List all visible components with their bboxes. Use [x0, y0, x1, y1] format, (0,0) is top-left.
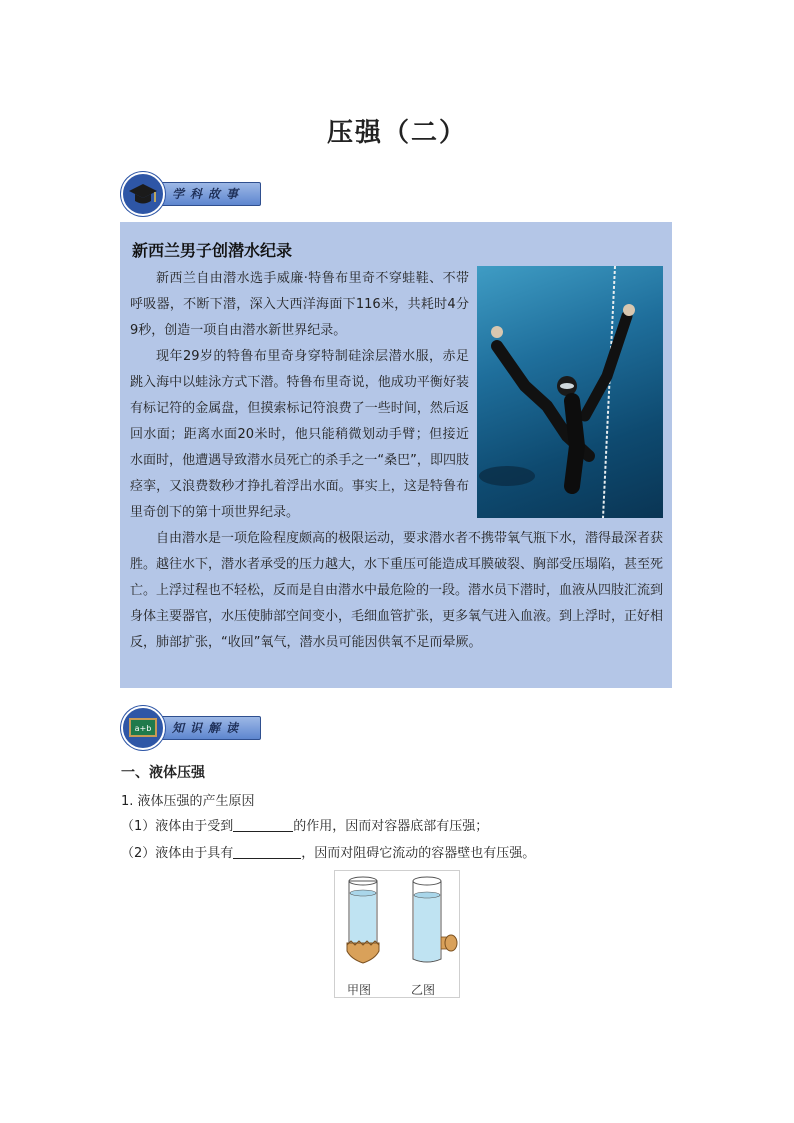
- tubes-figure: [334, 870, 460, 998]
- tubes-illustration: [335, 871, 459, 979]
- section-heading: 一、液体压强: [121, 765, 205, 781]
- caption-a: 甲图: [347, 983, 372, 997]
- story-banner-label: 学科故事: [172, 187, 245, 201]
- question-1: [121, 815, 488, 834]
- question-2-prefix: （2）液体由于具有: [121, 846, 234, 861]
- question-2: [121, 842, 535, 861]
- answer-blank-1[interactable]: [233, 817, 293, 832]
- graduation-cap-icon: [121, 172, 165, 216]
- story-title: 新西兰男子创潜水纪录: [132, 241, 293, 260]
- diver-illustration: [477, 266, 663, 518]
- question-1-suffix: 的作用，因而对容器底部有压强；: [293, 819, 489, 834]
- story-paragraph-1: 新西兰自由潜水选手威廉·特鲁布里奇不穿蛙鞋、不带呼吸器，不断下潜，深入大西洋海面下116米，共耗时4分9秒，创造一项自由潜水新世界纪录。: [130, 271, 469, 338]
- question-1-prefix: （1）液体由于受到: [121, 819, 234, 834]
- story-paragraph-3: 自由潜水是一项危险程度颇高的极限运动，要求潜水者不携带氧气瓶下水，潜得最深者获胜。越往水下，潜水者承受的压力越大，水下重压可能造成耳膜破裂、胸部受压塌陷，甚至死亡。上浮过程也不轻松，反而是自由潜水中最危险的一段。潜水员下潜时，血液从四肢汇流到身体主要器官，水压使肺部空间变小，毛细血管扩张，更多氧气进入血液。到上浮时，正好相反，肺部扩张，“收回”氧气，潜水员可能因供氧不足而晕厥。: [130, 531, 664, 650]
- answer-blank-2[interactable]: [233, 844, 301, 859]
- story-paragraph-2: 现年29岁的特鲁布里奇身穿特制硅涂层潜水服，赤足跳入海中以蛙泳方式下潜。特鲁布里奇说，他成功平衡好装有标记符的金属盘，但摸索标记符浪费了一些时间，然后返回水面；距离水面20米时，他只能稍微划动手臂；但接近水面时，他遭遇导致潜水员死亡的杀手之一“桑巴”，即四肢痉挛，又浪费数秒才挣扎着浮出水面。事实上，这是特鲁布里奇创下的第十项世界纪录。: [130, 349, 469, 520]
- caption-b: 乙图: [411, 983, 436, 997]
- knowledge-banner-label: 知识解读: [172, 721, 245, 735]
- question-2-suffix: ，因而对阻碍它流动的容器壁也有压强。: [301, 846, 536, 861]
- story-body: [130, 266, 663, 656]
- page-title: 压强（二）: [326, 118, 467, 148]
- item-1: 1. 液体压强的产生原因: [121, 794, 255, 809]
- story-banner: [121, 172, 261, 216]
- diver-photo: [477, 266, 663, 518]
- knowledge-banner: [121, 706, 261, 750]
- svg-text:a+b: a+b: [134, 724, 152, 733]
- chalkboard-icon: [121, 706, 165, 750]
- story-box: [120, 222, 672, 688]
